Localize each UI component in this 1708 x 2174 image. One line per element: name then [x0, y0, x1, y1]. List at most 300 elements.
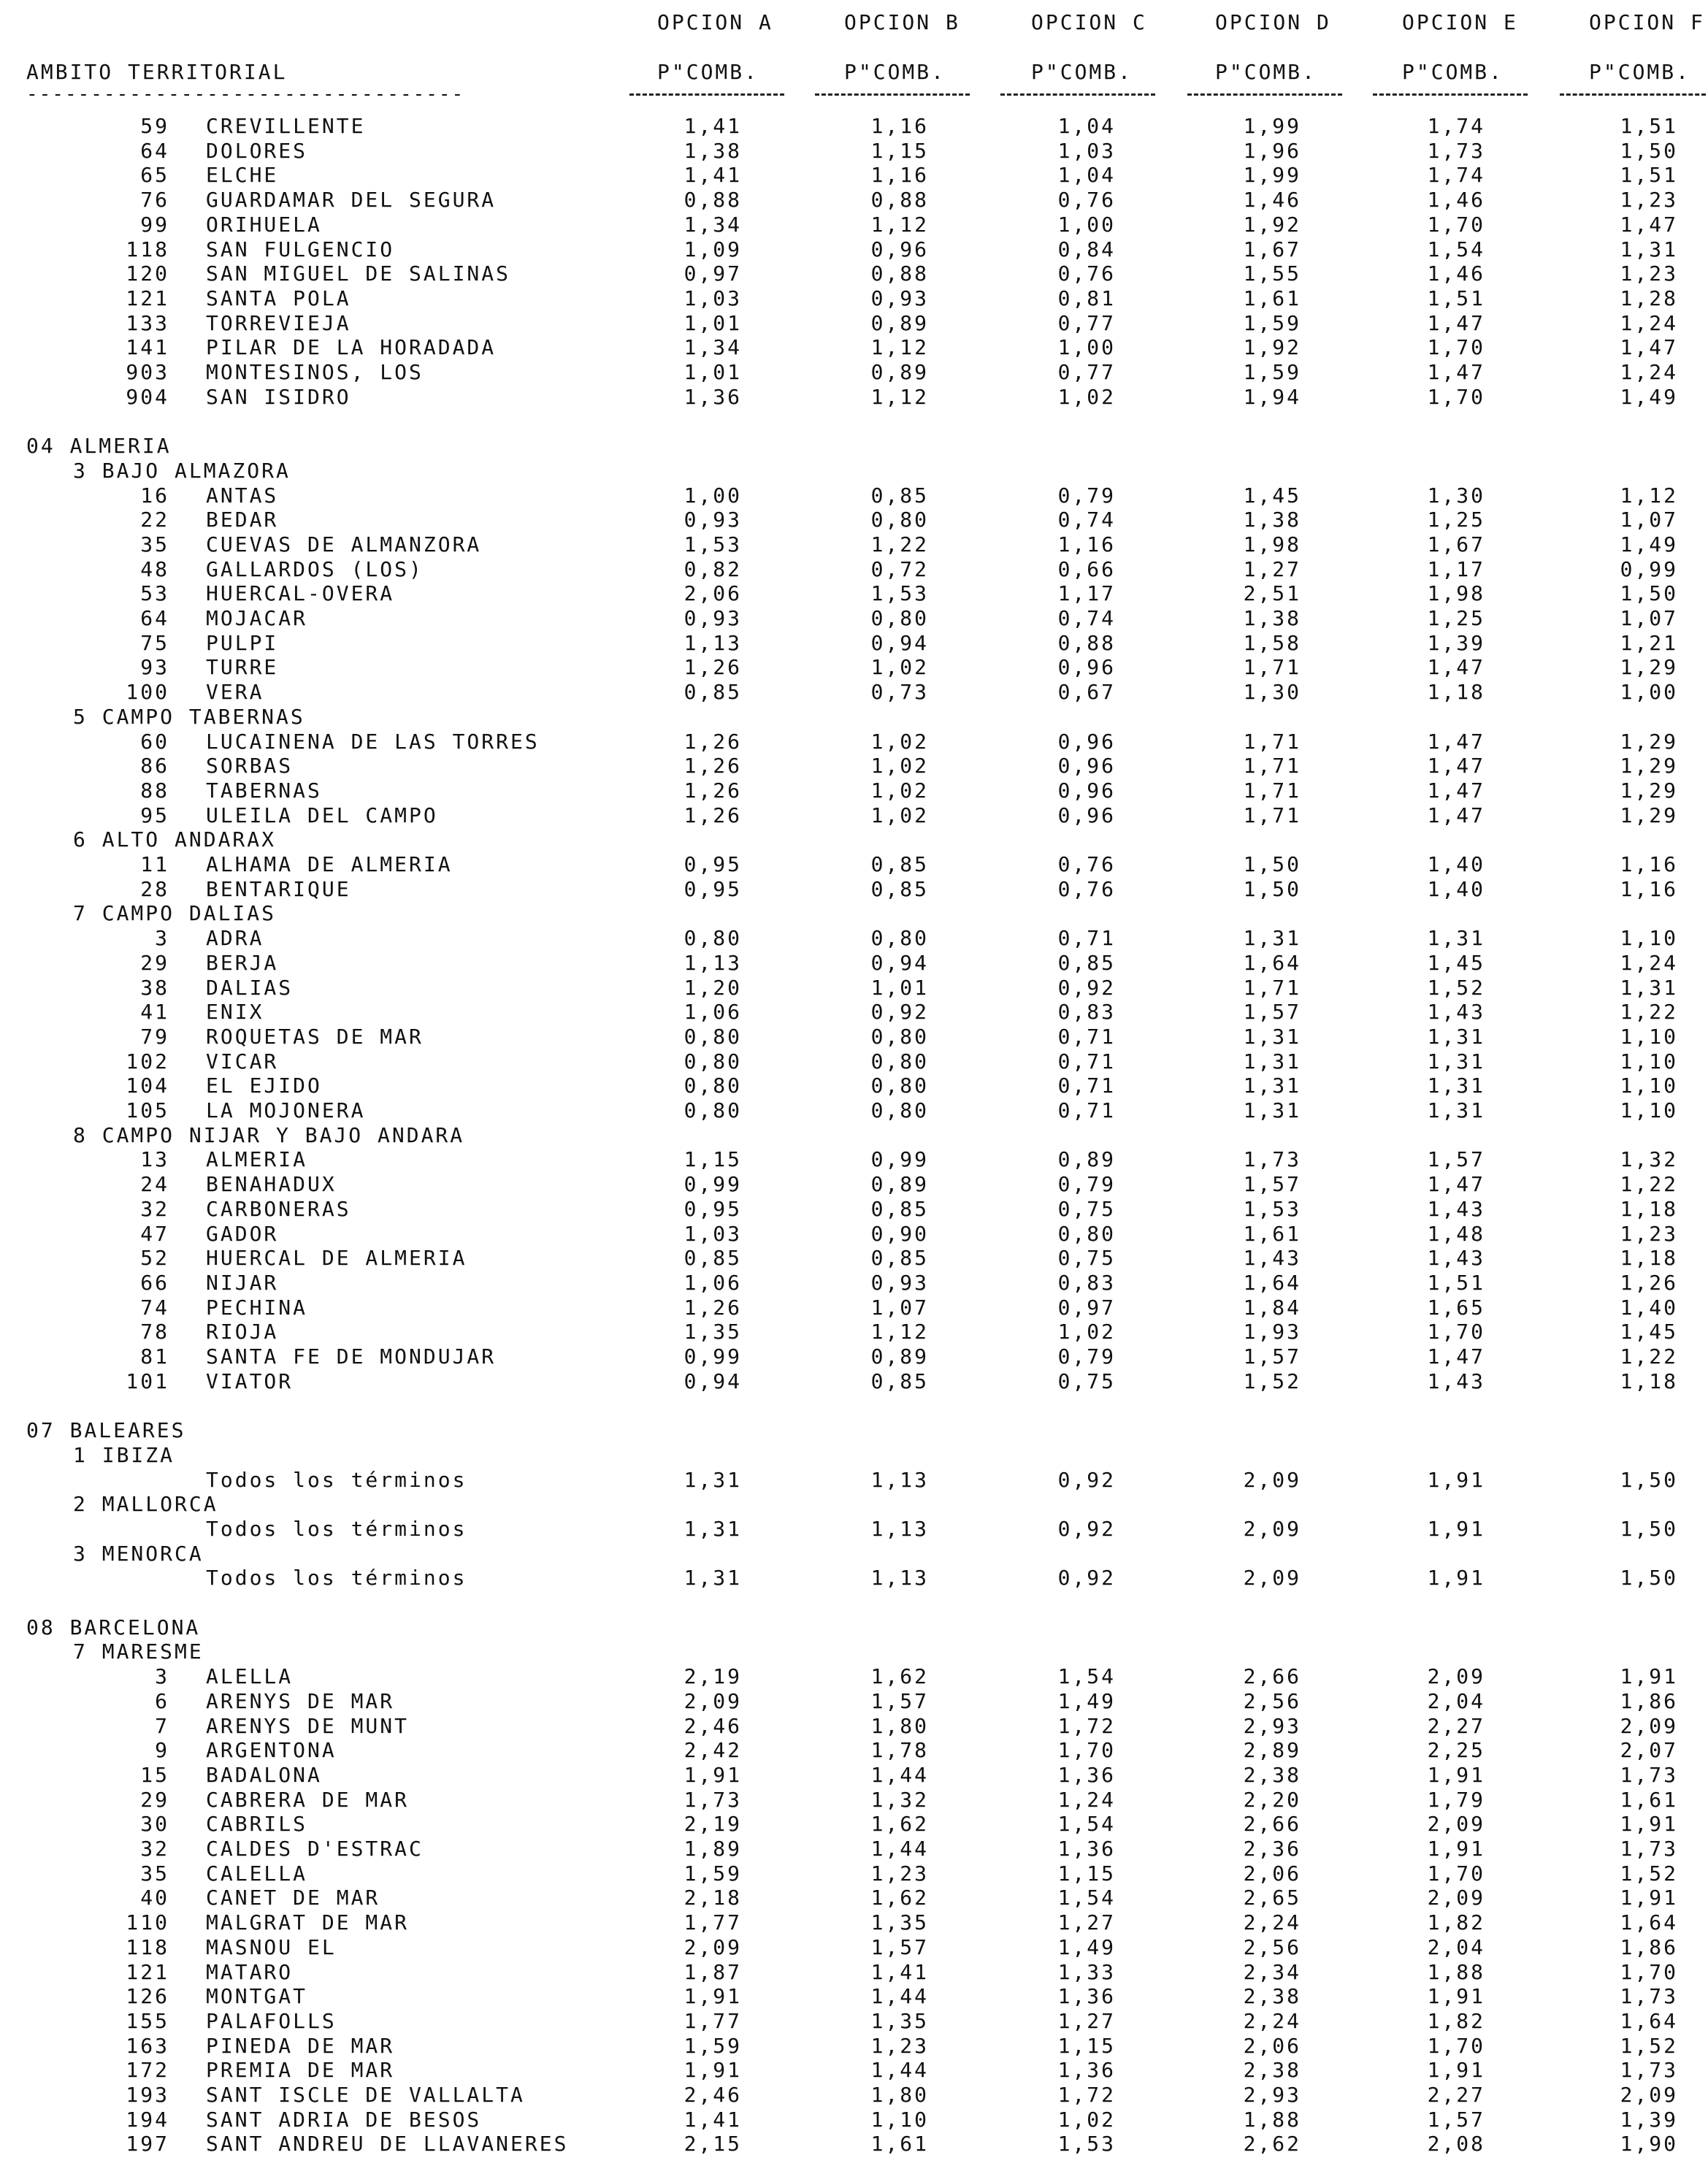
value-option-b: 1,44	[870, 2058, 929, 2082]
municipality-name: SANT ISCLE DE VALLALTA	[206, 2083, 525, 2107]
value-option-d: 1,58	[1243, 631, 1301, 655]
value-option-f: 1,07	[1620, 606, 1678, 630]
value-option-a: 1,34	[683, 213, 742, 237]
value-option-a: 2,09	[683, 1935, 742, 1959]
value-option-c: 1,54	[1057, 1886, 1116, 1910]
value-option-e: 1,70	[1427, 1861, 1485, 1886]
value-option-e: 1,54	[1427, 237, 1485, 261]
value-option-b: 1,78	[870, 1738, 929, 1762]
option-f-header: OPCION F	[1589, 10, 1705, 34]
value-option-d: 2,62	[1243, 2132, 1301, 2156]
value-option-e: 1,79	[1427, 1788, 1485, 1812]
value-option-f: 1,23	[1620, 261, 1678, 286]
municipality-code: 172	[126, 2058, 169, 2082]
value-option-c: 0,97	[1057, 1295, 1116, 1320]
value-option-e: 1,47	[1427, 730, 1485, 754]
value-option-e: 2,08	[1427, 2132, 1485, 2156]
value-option-b: 1,35	[870, 1910, 929, 1934]
option-c-subheader: P"COMB.	[1031, 60, 1133, 84]
value-option-a: 1,26	[683, 778, 742, 803]
value-option-a: 2,19	[683, 1812, 742, 1836]
municipality-name: ADRA	[206, 926, 264, 950]
value-option-c: 1,54	[1057, 1664, 1116, 1688]
value-option-f: 2,09	[1620, 2083, 1678, 2107]
municipality-code: 7	[155, 1714, 169, 1738]
municipality-name: PULPI	[206, 631, 279, 655]
value-option-e: 2,09	[1427, 1812, 1485, 1836]
value-option-e: 1,82	[1427, 1910, 1485, 1934]
value-option-f: 1,86	[1620, 1689, 1678, 1713]
municipality-code: 9	[155, 1738, 169, 1762]
value-option-f: 1,51	[1620, 114, 1678, 138]
municipality-code: 3	[155, 926, 169, 950]
municipality-name: TABERNAS	[206, 778, 322, 803]
value-option-e: 2,04	[1427, 1935, 1485, 1959]
value-option-b: 1,02	[870, 803, 929, 827]
municipality-name: ALELLA	[206, 1664, 294, 1688]
value-option-e: 1,25	[1427, 508, 1485, 532]
municipality-name: PALAFOLLS	[206, 2009, 337, 2033]
value-option-d: 2,09	[1243, 1468, 1301, 1492]
municipality-name: CALDES D'ESTRAC	[206, 1837, 424, 1861]
value-option-c: 1,02	[1057, 385, 1116, 409]
value-option-e: 1,45	[1427, 951, 1485, 975]
municipality-code: 81	[140, 1344, 169, 1369]
value-option-b: 0,85	[870, 483, 929, 508]
value-option-b: 0,80	[870, 1073, 929, 1098]
value-option-e: 1,91	[1427, 1468, 1485, 1492]
value-option-d: 2,38	[1243, 1763, 1301, 1787]
value-option-d: 1,71	[1243, 803, 1301, 827]
value-option-b: 1,80	[870, 2083, 929, 2107]
value-option-f: 1,12	[1620, 483, 1678, 508]
municipality-code: 197	[126, 2132, 169, 2156]
value-option-b: 1,41	[870, 1960, 929, 1984]
value-option-d: 1,96	[1243, 139, 1301, 163]
value-option-c: 1,17	[1057, 581, 1116, 605]
municipality-name: CANET DE MAR	[206, 1886, 380, 1910]
value-option-f: 1,40	[1620, 1295, 1678, 1320]
municipality-name: MOJACAR	[206, 606, 308, 630]
value-option-d: 1,57	[1243, 1000, 1301, 1024]
comarca-heading: 1 IBIZA	[73, 1443, 175, 1467]
value-option-e: 2,09	[1427, 1664, 1485, 1688]
value-option-d: 2,38	[1243, 2058, 1301, 2082]
value-option-e: 1,47	[1427, 655, 1485, 679]
municipality-name: GADOR	[206, 1222, 279, 1246]
municipality-code: 903	[126, 360, 169, 384]
value-option-b: 0,96	[870, 237, 929, 261]
option-c-header: OPCION C	[1031, 10, 1147, 34]
value-option-e: 2,09	[1427, 1886, 1485, 1910]
value-option-b: 1,32	[870, 1788, 929, 1812]
value-option-e: 1,91	[1427, 1984, 1485, 2008]
value-option-c: 1,33	[1057, 1960, 1116, 1984]
value-option-b: 1,44	[870, 1837, 929, 1861]
value-option-e: 1,91	[1427, 2058, 1485, 2082]
value-option-e: 2,27	[1427, 1714, 1485, 1738]
municipality-code: 15	[140, 1763, 169, 1787]
value-option-a: 2,06	[683, 581, 742, 605]
value-option-f: 1,49	[1620, 532, 1678, 556]
municipality-code: 66	[140, 1271, 169, 1295]
value-option-a: 1,13	[683, 951, 742, 975]
province-heading: 07 BALEARES	[26, 1418, 186, 1442]
value-option-a: 1,59	[683, 1861, 742, 1886]
value-option-a: 1,09	[683, 237, 742, 261]
value-option-b: 0,80	[870, 1098, 929, 1122]
municipality-code: 121	[126, 1960, 169, 1984]
municipality-code: 118	[126, 237, 169, 261]
value-option-d: 1,57	[1243, 1344, 1301, 1369]
value-option-e: 1,17	[1427, 557, 1485, 581]
municipality-code: 76	[140, 188, 169, 212]
value-option-b: 1,15	[870, 139, 929, 163]
municipality-name: ALHAMA DE ALMERIA	[206, 852, 453, 876]
comarca-heading: 7 CAMPO DALIAS	[73, 901, 277, 925]
value-option-f: 1,64	[1620, 2009, 1678, 2033]
value-option-c: 0,71	[1057, 1025, 1116, 1049]
value-option-e: 2,04	[1427, 1689, 1485, 1713]
value-option-f: 1,47	[1620, 335, 1678, 359]
value-option-a: 1,31	[683, 1468, 742, 1492]
municipality-name: CABRERA DE MAR	[206, 1788, 410, 1812]
value-option-c: 1,72	[1057, 1714, 1116, 1738]
municipality-code: 100	[126, 680, 169, 704]
value-option-f: 1,29	[1620, 754, 1678, 778]
municipality-code: 32	[140, 1197, 169, 1221]
value-option-d: 1,53	[1243, 1197, 1301, 1221]
value-option-c: 1,36	[1057, 1763, 1116, 1787]
value-option-c: 1,04	[1057, 114, 1116, 138]
value-option-a: 1,73	[683, 1788, 742, 1812]
value-option-b: 0,94	[870, 951, 929, 975]
value-option-a: 1,41	[683, 2108, 742, 2132]
value-option-b: 1,23	[870, 1861, 929, 1886]
value-option-d: 1,27	[1243, 557, 1301, 581]
value-option-e: 1,31	[1427, 1073, 1485, 1098]
value-option-c: 1,02	[1057, 2108, 1116, 2132]
value-option-b: 1,57	[870, 1935, 929, 1959]
value-option-b: 1,22	[870, 532, 929, 556]
value-option-b: 1,10	[870, 2108, 929, 2132]
value-option-b: 1,80	[870, 1714, 929, 1738]
value-option-e: 1,70	[1427, 385, 1485, 409]
value-option-c: 1,54	[1057, 1812, 1116, 1836]
municipality-code: 6	[155, 1689, 169, 1713]
municipality-name: BADALONA	[206, 1763, 322, 1787]
value-option-c: 1,70	[1057, 1738, 1116, 1762]
municipality-code: 13	[140, 1147, 169, 1171]
value-option-c: 1,72	[1057, 2083, 1116, 2107]
municipality-name: Todos los términos	[206, 1517, 467, 1541]
value-option-e: 1,74	[1427, 163, 1485, 187]
value-option-a: 1,26	[683, 1295, 742, 1320]
municipality-code: 59	[140, 114, 169, 138]
value-option-e: 1,52	[1427, 976, 1485, 1000]
value-option-a: 1,03	[683, 1222, 742, 1246]
value-option-a: 2,46	[683, 1714, 742, 1738]
value-option-e: 1,48	[1427, 1222, 1485, 1246]
municipality-name: GUARDAMAR DEL SEGURA	[206, 188, 497, 212]
comarca-heading: 5 CAMPO TABERNAS	[73, 705, 305, 729]
value-option-f: 1,29	[1620, 778, 1678, 803]
value-option-d: 2,56	[1243, 1689, 1301, 1713]
municipality-name: DALIAS	[206, 976, 294, 1000]
value-option-c: 1,36	[1057, 1984, 1116, 2008]
value-option-b: 0,85	[870, 877, 929, 901]
value-option-d: 1,43	[1243, 1246, 1301, 1270]
value-option-a: 1,31	[683, 1517, 742, 1541]
value-option-e: 1,65	[1427, 1295, 1485, 1320]
value-option-d: 1,31	[1243, 1049, 1301, 1073]
value-option-b: 0,73	[870, 680, 929, 704]
municipality-code: 904	[126, 385, 169, 409]
value-option-a: 2,19	[683, 1664, 742, 1688]
option-d-header: OPCION D	[1215, 10, 1331, 34]
value-option-b: 1,62	[870, 1812, 929, 1836]
municipality-code: 93	[140, 655, 169, 679]
municipality-name: SANT ANDREU DE LLAVANERES	[206, 2132, 569, 2156]
value-option-b: 1,13	[870, 1468, 929, 1492]
value-option-d: 2,06	[1243, 1861, 1301, 1886]
value-option-f: 1,10	[1620, 926, 1678, 950]
value-option-a: 0,80	[683, 1025, 742, 1049]
option-a-rule	[629, 93, 784, 96]
value-option-f: 1,49	[1620, 385, 1678, 409]
value-option-f: 1,18	[1620, 1369, 1678, 1393]
municipality-code: 52	[140, 1246, 169, 1270]
value-option-e: 1,82	[1427, 2009, 1485, 2033]
municipality-code: 32	[140, 1837, 169, 1861]
value-option-c: 0,81	[1057, 286, 1116, 310]
value-option-a: 0,85	[683, 1246, 742, 1270]
value-option-d: 1,55	[1243, 261, 1301, 286]
value-option-c: 0,88	[1057, 631, 1116, 655]
value-option-d: 2,20	[1243, 1788, 1301, 1812]
municipality-name: MALGRAT DE MAR	[206, 1910, 410, 1934]
value-option-a: 1,35	[683, 1320, 742, 1344]
value-option-e: 1,47	[1427, 1172, 1485, 1196]
value-option-e: 1,91	[1427, 1566, 1485, 1590]
territory-underline: ----------------------------------	[26, 83, 465, 105]
value-option-d: 1,99	[1243, 163, 1301, 187]
value-option-c: 0,67	[1057, 680, 1116, 704]
value-option-e: 1,91	[1427, 1517, 1485, 1541]
municipality-name: NIJAR	[206, 1271, 279, 1295]
value-option-f: 1,50	[1620, 1468, 1678, 1492]
value-option-a: 2,42	[683, 1738, 742, 1762]
value-option-f: 1,28	[1620, 286, 1678, 310]
municipality-code: 28	[140, 877, 169, 901]
municipality-code: 95	[140, 803, 169, 827]
value-option-b: 0,92	[870, 1000, 929, 1024]
value-option-b: 0,80	[870, 606, 929, 630]
value-option-d: 1,31	[1243, 1025, 1301, 1049]
value-option-a: 0,80	[683, 1073, 742, 1098]
municipality-code: 163	[126, 2034, 169, 2058]
value-option-c: 1,36	[1057, 2058, 1116, 2082]
value-option-d: 2,93	[1243, 2083, 1301, 2107]
value-option-f: 1,16	[1620, 852, 1678, 876]
value-option-b: 0,80	[870, 1049, 929, 1073]
municipality-name: SANTA FE DE MONDUJAR	[206, 1344, 497, 1369]
value-option-f: 1,50	[1620, 1517, 1678, 1541]
value-option-a: 0,95	[683, 1197, 742, 1221]
municipality-name: TURRE	[206, 655, 279, 679]
municipality-name: CUEVAS DE ALMANZORA	[206, 532, 482, 556]
value-option-b: 1,62	[870, 1664, 929, 1688]
value-option-e: 1,47	[1427, 778, 1485, 803]
value-option-a: 1,77	[683, 2009, 742, 2033]
value-option-b: 0,94	[870, 631, 929, 655]
value-option-b: 1,16	[870, 114, 929, 138]
municipality-name: SANT ADRIA DE BESOS	[206, 2108, 482, 2132]
value-option-f: 1,90	[1620, 2132, 1678, 2156]
municipality-name: CABRILS	[206, 1812, 308, 1836]
value-option-b: 1,44	[870, 1763, 929, 1787]
comarca-heading: 2 MALLORCA	[73, 1492, 218, 1516]
value-option-e: 1,47	[1427, 311, 1485, 335]
value-option-c: 0,75	[1057, 1246, 1116, 1270]
municipality-code: 40	[140, 1886, 169, 1910]
value-option-f: 1,61	[1620, 1788, 1678, 1812]
value-option-c: 0,75	[1057, 1197, 1116, 1221]
value-option-d: 1,31	[1243, 1073, 1301, 1098]
value-option-a: 1,34	[683, 335, 742, 359]
territory-label: AMBITO TERRITORIAL	[26, 60, 288, 84]
value-option-f: 1,51	[1620, 163, 1678, 187]
comarca-heading: 3 BAJO ALMAZORA	[73, 459, 291, 483]
value-option-c: 1,00	[1057, 213, 1116, 237]
value-option-d: 1,64	[1243, 1271, 1301, 1295]
value-option-d: 1,71	[1243, 976, 1301, 1000]
value-option-d: 1,88	[1243, 2108, 1301, 2132]
value-option-a: 0,93	[683, 508, 742, 532]
value-option-e: 1,30	[1427, 483, 1485, 508]
value-option-d: 1,59	[1243, 360, 1301, 384]
municipality-name: HUERCAL DE ALMERIA	[206, 1246, 467, 1270]
municipality-name: PREMIA DE MAR	[206, 2058, 395, 2082]
value-option-e: 1,43	[1427, 1369, 1485, 1393]
value-option-e: 2,27	[1427, 2083, 1485, 2107]
value-option-c: 1,04	[1057, 163, 1116, 187]
value-option-b: 1,16	[870, 163, 929, 187]
value-option-e: 2,25	[1427, 1738, 1485, 1762]
province-heading: 08 BARCELONA	[26, 1615, 201, 1639]
municipality-name: BERJA	[206, 951, 279, 975]
value-option-c: 0,84	[1057, 237, 1116, 261]
municipality-code: 47	[140, 1222, 169, 1246]
value-option-d: 1,93	[1243, 1320, 1301, 1344]
value-option-f: 1,22	[1620, 1344, 1678, 1369]
municipality-code: 74	[140, 1295, 169, 1320]
value-option-a: 1,89	[683, 1837, 742, 1861]
municipality-name: PILAR DE LA HORADADA	[206, 335, 497, 359]
value-option-a: 1,26	[683, 803, 742, 827]
value-option-d: 1,71	[1243, 730, 1301, 754]
value-option-e: 1,88	[1427, 1960, 1485, 1984]
value-option-c: 0,96	[1057, 803, 1116, 827]
municipality-name: ANTAS	[206, 483, 279, 508]
value-option-c: 0,79	[1057, 1344, 1116, 1369]
municipality-code: 65	[140, 163, 169, 187]
municipality-name: VERA	[206, 680, 264, 704]
value-option-c: 0,76	[1057, 852, 1116, 876]
value-option-b: 1,13	[870, 1566, 929, 1590]
value-option-f: 1,45	[1620, 1320, 1678, 1344]
value-option-c: 1,53	[1057, 2132, 1116, 2156]
value-option-d: 1,92	[1243, 335, 1301, 359]
value-option-c: 0,92	[1057, 1468, 1116, 1492]
value-option-b: 0,93	[870, 1271, 929, 1295]
value-option-e: 1,40	[1427, 852, 1485, 876]
value-option-a: 1,36	[683, 385, 742, 409]
value-option-c: 0,96	[1057, 655, 1116, 679]
value-option-b: 1,12	[870, 1320, 929, 1344]
value-option-f: 1,73	[1620, 2058, 1678, 2082]
value-option-c: 0,96	[1057, 754, 1116, 778]
value-option-b: 0,85	[870, 852, 929, 876]
value-option-a: 2,09	[683, 1689, 742, 1713]
value-option-c: 0,75	[1057, 1369, 1116, 1393]
municipality-code: 105	[126, 1098, 169, 1122]
value-option-c: 0,92	[1057, 976, 1116, 1000]
value-option-f: 1,10	[1620, 1025, 1678, 1049]
value-option-c: 0,79	[1057, 483, 1116, 508]
value-option-a: 1,53	[683, 532, 742, 556]
value-option-f: 1,31	[1620, 237, 1678, 261]
value-option-d: 1,67	[1243, 237, 1301, 261]
value-option-f: 1,24	[1620, 311, 1678, 335]
option-a-header: OPCION A	[657, 10, 773, 34]
value-option-a: 1,06	[683, 1000, 742, 1024]
value-option-e: 1,70	[1427, 2034, 1485, 2058]
value-option-d: 2,24	[1243, 2009, 1301, 2033]
value-option-e: 1,31	[1427, 926, 1485, 950]
municipality-name: MONTESINOS, LOS	[206, 360, 424, 384]
option-a-subheader: P"COMB.	[657, 60, 759, 84]
municipality-code: 133	[126, 311, 169, 335]
municipality-code: 193	[126, 2083, 169, 2107]
value-option-c: 0,71	[1057, 1098, 1116, 1122]
value-option-a: 1,91	[683, 1763, 742, 1787]
value-option-e: 1,67	[1427, 532, 1485, 556]
value-option-e: 1,70	[1427, 213, 1485, 237]
value-option-f: 1,52	[1620, 2034, 1678, 2058]
value-option-a: 1,01	[683, 360, 742, 384]
municipality-code: 53	[140, 581, 169, 605]
value-option-f: 1,64	[1620, 1910, 1678, 1934]
value-option-b: 0,88	[870, 188, 929, 212]
municipality-code: 104	[126, 1073, 169, 1098]
municipality-code: 79	[140, 1025, 169, 1049]
municipality-name: LA MOJONERA	[206, 1098, 366, 1122]
value-option-a: 0,99	[683, 1344, 742, 1369]
value-option-e: 1,31	[1427, 1098, 1485, 1122]
option-d-subheader: P"COMB.	[1215, 60, 1317, 84]
value-option-f: 1,73	[1620, 1763, 1678, 1787]
value-option-e: 1,73	[1427, 139, 1485, 163]
municipality-code: 11	[140, 852, 169, 876]
option-e-subheader: P"COMB.	[1402, 60, 1504, 84]
value-option-b: 0,88	[870, 261, 929, 286]
municipality-name: Todos los términos	[206, 1566, 467, 1590]
value-option-b: 0,89	[870, 360, 929, 384]
value-option-b: 0,89	[870, 1172, 929, 1196]
value-option-e: 1,43	[1427, 1246, 1485, 1270]
value-option-d: 1,92	[1243, 213, 1301, 237]
